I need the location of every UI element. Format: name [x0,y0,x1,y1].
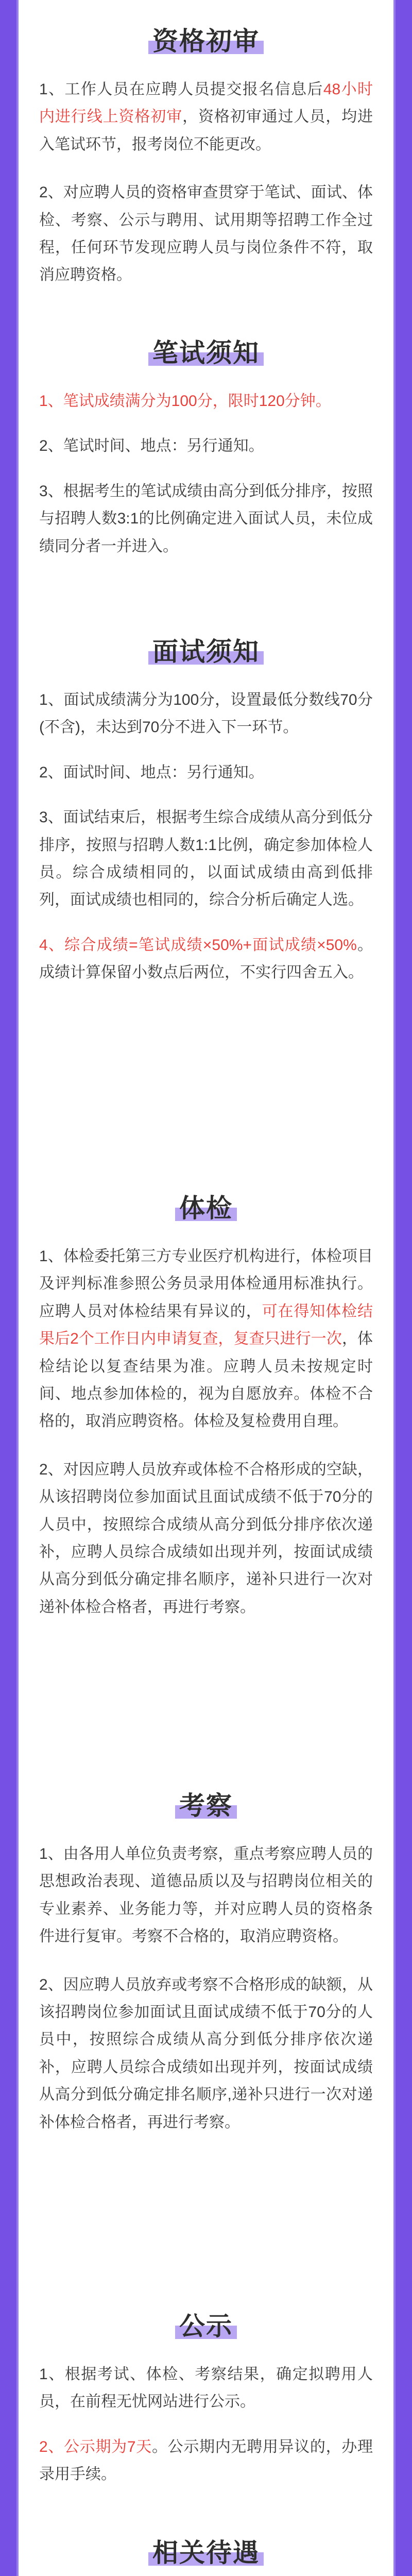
heading-text: 笔试须知 [148,340,264,366]
paragraph: 2、因应聘人员放弃或考察不合格形成的缺额，从该招聘岗位参加面试且面试成绩不低于70分的人员中，按照综合成绩从高分到低分排序依次递补，应聘人员综合成绩如出现并列，按面试成绩从高分到低分确定排名顺序,递补只进行一次对递补体检合格者，再进行考察。 [39,1976,373,2131]
highlight-text: 4、综合成绩=笔试成绩×50%+面试成绩×50% [39,936,357,954]
section-publicity [39,2313,373,2488]
heading-text: 公示 [175,2313,237,2339]
section-heading [39,28,373,54]
paragraph: 1、由各用人单位负责考察，重点考察应聘人员的思想政治表现、道德品质以及与招聘岗位相关的专业素养、业务能力等，并对应聘人员的资格条件进行复审。考察不合格的，取消应聘资格。 [39,1845,373,1945]
paragraph: 2、笔试时间、地点：另行通知。 [39,437,264,455]
section-heading [39,1793,373,1819]
section-heading [39,2540,373,2566]
highlight-text: 可在得知体检结果后2个工作日内申请复查，复查只进行一次 [39,1302,373,1348]
section-written-exam [39,340,373,560]
text: ，资格初审通过人员，均进入笔试环节，报考岗位不能更改。 [39,108,373,153]
section-benefits [39,2540,373,2576]
paragraph [39,2433,373,2488]
highlight-text: 48小时内进行线上资格初审 [39,81,373,126]
paragraph: 2、面试时间、地点：另行通知。 [39,764,264,781]
text: 。公示期内无聘用异议的，办理录用手续。 [39,2438,373,2483]
section-interview [39,639,373,987]
paragraph [39,1243,373,1435]
recruitment-process-card [19,0,393,2576]
text: 1、体检委托第三方专业医疗机构进行，体检项目及评判标准参照公务员录用体检通用标准执行。应聘人员对体检结果有异议的， [39,1248,373,1320]
text: ，体检结论以复查结果为准。应聘人员未按规定时间、地点参加体检的，视为自愿放弃。体检不合格的，取消应聘资格。体检及复检费用自理。 [39,1330,373,1430]
paragraph: 3、根据考生的笔试成绩由高分到低分排序，按照与招聘人数3:1的比例确定进入面试人员，未位成绩同分者一并进入。 [39,482,373,555]
heading-text: 体检 [175,1195,237,1221]
section-physical-exam [39,1195,373,1621]
paragraph: 1、面试成绩满分为100分，设置最低分数线70分(不含)，未达到70分不进入下一环节。 [39,691,373,736]
paragraph: 1、根据考试、体检、考察结果，确定拟聘用人员，在前程无忧网站进行公示。 [39,2366,373,2411]
section-heading [39,340,373,366]
section-inspection [39,1793,373,2136]
paragraph [39,76,373,158]
section-qualification-review [39,28,373,289]
section-heading [39,639,373,665]
paragraph: 1、笔试成绩满分为100分，限时120分钟。 [39,393,331,410]
paragraph: 3、面试结束后，根据考生综合成绩从高分到低分排序，按照与招聘人数1:1比例，确定参加体检人员。综合成绩相同的，以面试成绩由高到低排列，面试成绩也相同的，综合分析后确定人选。 [39,809,373,909]
heading-text: 相关待遇 [148,2540,264,2566]
section-heading [39,2313,373,2339]
heading-text: 面试须知 [148,639,264,665]
paragraph [39,931,373,987]
text: 。成绩计算保留小数点后两位，不实行四舍五入。 [39,936,373,981]
paragraph: 2、对因应聘人员放弃或体检不合格形成的空缺，从该招聘岗位参加面试且面试成绩不低于70分的人员中，按照综合成绩从高分到低分排序依次递补，应聘人员综合成绩如出现并列，按面试成绩从高分到低分确定排名顺序，递补只进行一次对递补体检合格者，再进行考察。 [39,1461,373,1616]
text: 1、工作人员在应聘人员提交报名信息后 [39,81,323,98]
section-heading [39,1195,373,1221]
highlight-text: 2、公示期为7天 [39,2438,152,2455]
heading-text: 资格初审 [148,28,264,54]
paragraph: 2、对应聘人员的资格审查贯穿于笔试、面试、体检、考察、公示与聘用、试用期等招聘工作全过程，任何环节发现应聘人员与岗位条件不符，取消应聘资格。 [39,184,373,284]
heading-text: 考察 [175,1793,237,1819]
